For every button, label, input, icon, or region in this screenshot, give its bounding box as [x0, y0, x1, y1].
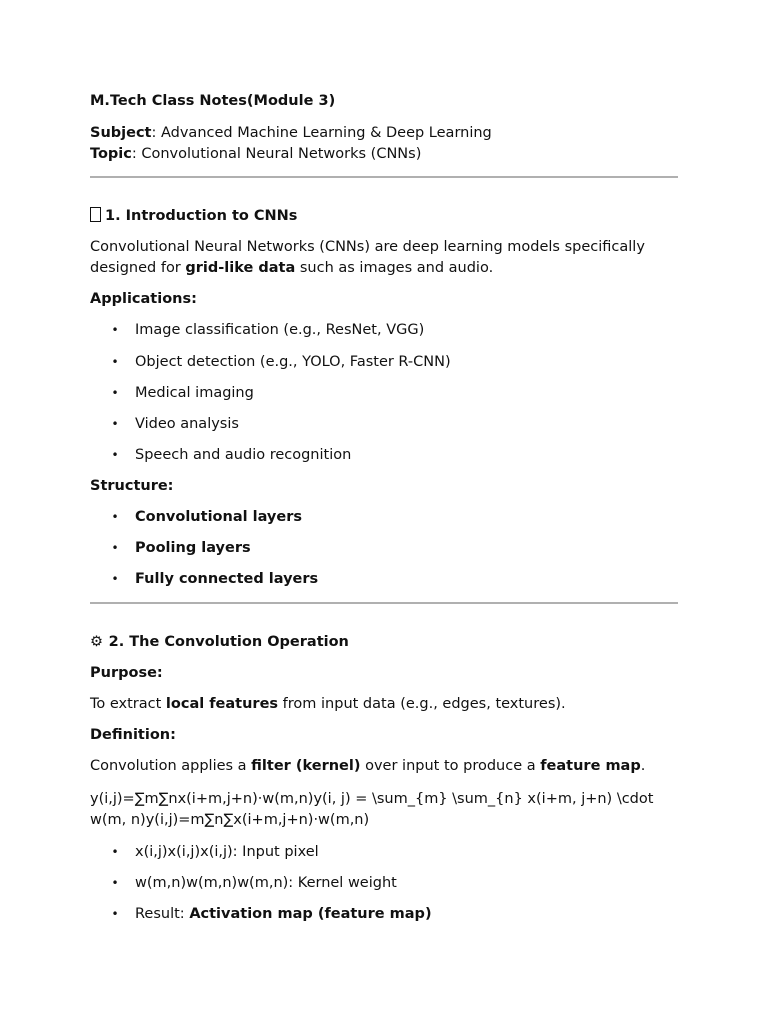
formula-line: w(m, n)y(i,j)=m∑n∑x(i+m,j+n)⋅w(m,n)	[90, 812, 370, 828]
document-title: M.Tech Class Notes(Module 3)	[90, 93, 336, 109]
section-2-heading: ⚙ 2. The Convolution Operation	[90, 632, 678, 653]
topic-line: Topic: Convolutional Neural Networks (CNNs)	[90, 146, 422, 162]
purpose-label: Purpose:	[90, 665, 163, 681]
divider	[90, 176, 678, 178]
bullet-icon: •	[111, 572, 119, 586]
section-1-intro: Convolutional Neural Networks (CNNs) are deep learning models specifically designed for grid-like data such as images and audio.	[90, 239, 645, 276]
bullet-icon: •	[111, 541, 119, 555]
subject-line: Subject: Advanced Machine Learning & Deep Learning	[90, 125, 492, 141]
gear-icon: ⚙	[90, 634, 103, 650]
formula-line: y(i,j)=∑m∑nx(i+m,j+n)⋅w(m,n)y(i, j) = \sum_{m} \sum_{n} x(i+m, j+n) \cdot	[90, 791, 654, 807]
definition-label: Definition:	[90, 727, 176, 743]
definition-text: Convolution applies a filter (kernel) over input to produce a feature map.	[90, 758, 646, 774]
structure-label: Structure:	[90, 478, 174, 494]
divider	[90, 602, 678, 604]
bullet-icon: •	[111, 907, 119, 921]
bullet-icon: •	[111, 510, 119, 524]
section-1-heading: 1. Introduction to CNNs	[90, 206, 678, 227]
box-icon	[90, 207, 101, 222]
bullet-icon: •	[111, 876, 119, 890]
bullet-icon: •	[111, 448, 119, 462]
purpose-text: To extract local features from input data (e.g., edges, textures).	[90, 696, 566, 712]
bullet-icon: •	[111, 323, 119, 337]
bullet-icon: •	[111, 417, 119, 431]
applications-label: Applications:	[90, 291, 197, 307]
bullet-icon: •	[111, 386, 119, 400]
bullet-icon: •	[111, 355, 119, 369]
bullet-icon: •	[111, 845, 119, 859]
